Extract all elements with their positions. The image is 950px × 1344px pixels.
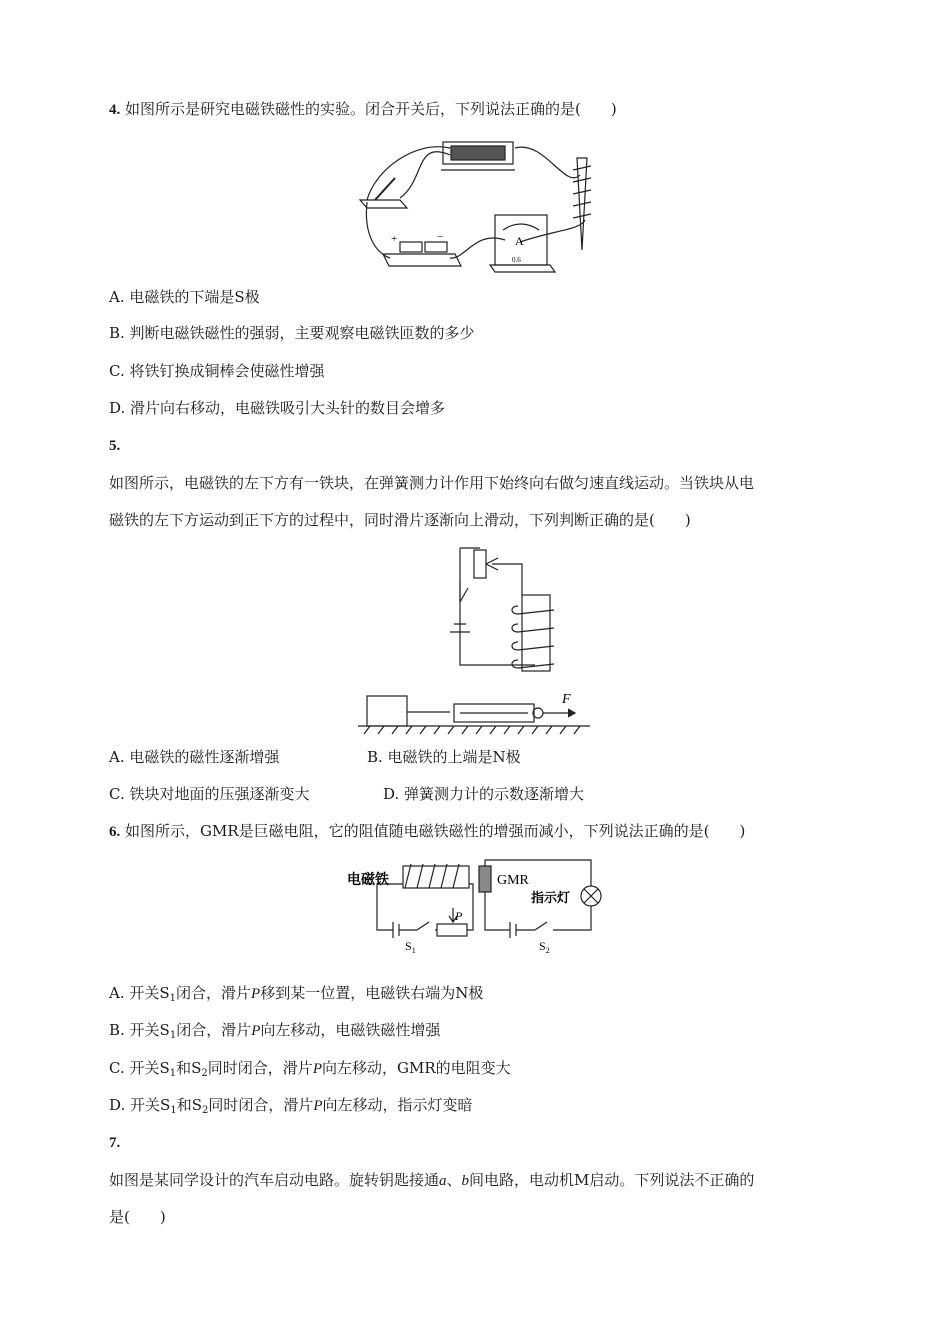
- q6-s2-label: $S_2$: [539, 939, 550, 955]
- q7-stem-line2: 是( ): [109, 1208, 166, 1226]
- q4-ammeter-label: A: [515, 234, 524, 248]
- q6-number: 6.: [109, 824, 121, 840]
- q5-option-a: A. 电磁铁的磁性逐渐增强: [109, 748, 280, 766]
- q5-stem-line1: 如图所示，电磁铁的左下方有一铁块，在弹簧测力计作用下始终向右做匀速直线运动。当铁块从电: [109, 474, 755, 492]
- q4-option-c: C. 将铁钉换成铜棒会使磁性增强: [109, 362, 325, 380]
- q4-minus-label: −: [437, 231, 444, 243]
- q4-option-b: B. 判断电磁铁磁性的强弱，主要观察电磁铁匝数的多少: [109, 324, 475, 342]
- q6-option-a: A. 开关$S_1$闭合，滑片P移到某一位置，电磁铁右端为N极: [109, 984, 484, 1004]
- q5-number: 5.: [109, 438, 121, 454]
- q6-stem: 6. 如图所示，GMR是巨磁电阻，它的阻值随电磁铁磁性的增强而减小，下列说法正确的是( ): [109, 822, 746, 840]
- q5-force-label: F: [562, 692, 571, 707]
- q4-figure: [355, 130, 605, 275]
- q4-number: 4.: [109, 102, 121, 118]
- q5-option-d: D. 弹簧测力计的示数逐渐增大: [383, 785, 585, 803]
- q4-option-d: D. 滑片向右移动，电磁铁吸引大头针的数目会增多: [109, 399, 446, 417]
- q6-s1-label: $S_1$: [405, 939, 416, 955]
- q5-option-c: C. 铁块对地面的压强逐渐变大: [109, 785, 310, 803]
- q5-figure: [350, 540, 600, 735]
- q6-lamp-label: 指示灯: [531, 890, 571, 905]
- q4-ammeter-scale: 0.6: [512, 256, 521, 264]
- q4-stem: 4. 如图所示是研究电磁铁磁性的实验。闭合开关后，下列说法正确的是( ): [109, 100, 617, 118]
- q6-gmr-label: GMR: [497, 873, 529, 888]
- q6-p-label: P: [455, 909, 463, 923]
- q5-stem-line2: 磁铁的左下方运动到正下方的过程中，同时滑片逐渐向上滑动，下列判断正确的是( ): [109, 511, 691, 529]
- q6-electromagnet-label: 电磁铁: [347, 873, 389, 888]
- q7-stem-line1: 如图是某同学设计的汽车启动电路。旋转钥匙接通a、b间电路，电动机M启动。下列说法不正确的: [109, 1171, 755, 1189]
- q6-option-c: C. 开关$S_1$和$S_2$同时闭合，滑片P向左移动，GMR的电阻变大: [109, 1059, 511, 1079]
- q4-option-a: A. 电磁铁的下端是S极: [109, 288, 260, 306]
- q7-number: 7.: [109, 1135, 121, 1151]
- q6-option-d: D. 开关$S_1$和$S_2$同时闭合，滑片P向左移动，指示灯变暗: [109, 1096, 473, 1116]
- q6-option-b: B. 开关$S_1$闭合，滑片P向左移动，电磁铁磁性增强: [109, 1021, 441, 1041]
- q5-option-b: B. 电磁铁的上端是N极: [367, 748, 521, 766]
- q4-plus-label: +: [391, 233, 398, 245]
- q6-figure: [345, 858, 610, 958]
